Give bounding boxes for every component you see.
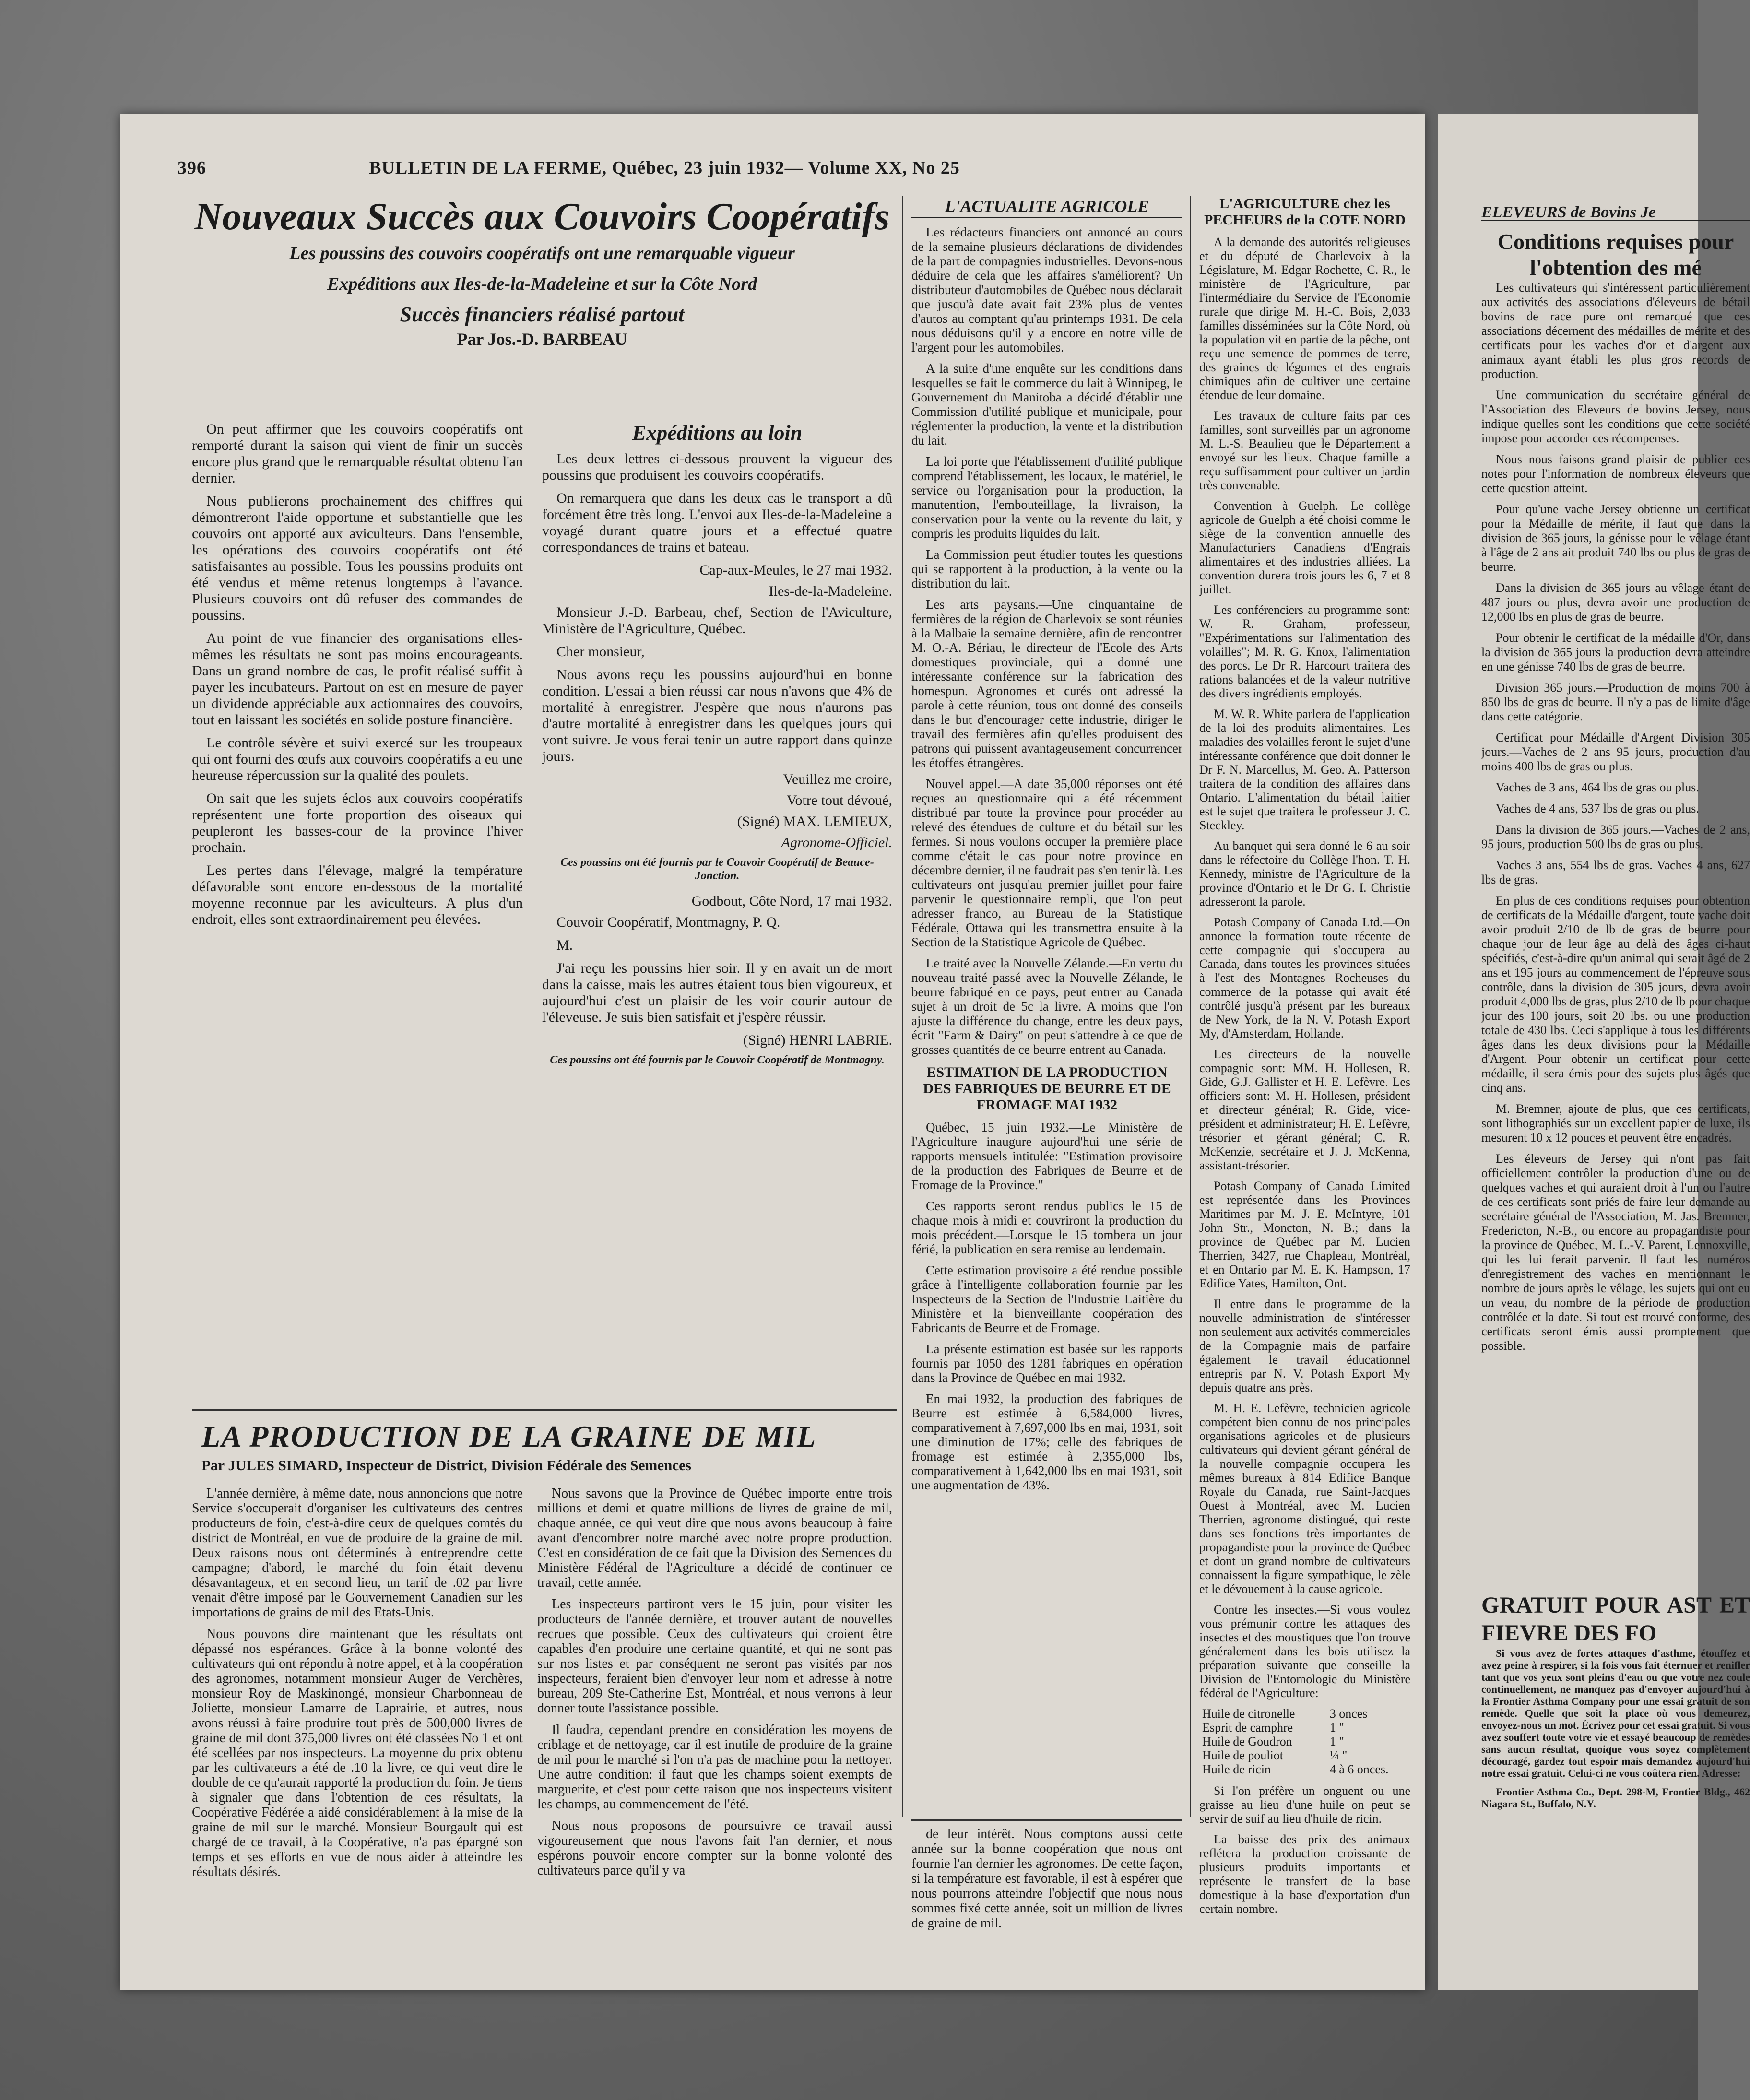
paragraph: Vaches de 3 ans, 464 lbs de gras ou plus. <box>1496 780 1699 794</box>
table-cell: Huile de pouliot <box>1202 1748 1283 1762</box>
letter-close: Veuillez me croire, <box>783 771 892 787</box>
letter-greeting: Cher monsieur, <box>556 644 645 660</box>
paragraph: Les éleveurs de Jersey qui n'ont pas fait officiellement contrôler la production d'une ou de quelques vaches et qui auraient droit à l'un ou l'autre de ces certificats sont priés de faire leur demande au secrétaire général de l'Association, M. Jas. Bremner, Fredericton, N.-B., ou encore au propagandiste pour la province de Québec, M. L.-V. Parent, Lennoxville, qui les lui ferait parvenir. Il faut les numéros d'enregistrement des vaches en mentionnant le nombre de jours après le vêlage, les sujets qui ont eu un veau, du nombre de la période de production contrôlée et la date. Si tout est trouvé conforme, des certificats seront émis aussi promptement que possible. <box>1481 1152 1750 1353</box>
ad-box <box>1481 1592 1750 1817</box>
article-title: Nouveaux Succès aux Couvoirs Coopératifs <box>194 196 890 238</box>
letter-note: Ces poussins ont été fournis par le Couvoir Coopératif de Montmagny. <box>550 1054 885 1066</box>
section-divider <box>911 1819 1182 1821</box>
table-cell: Huile de citronelle <box>1202 1707 1295 1721</box>
mil-col-1 <box>192 1486 523 1886</box>
paragraph: Nous pouvons dire maintenant que les résultats ont dépassé nos espérances. Grâce à la bonne volonté des cultivateurs qui ont répondu à notre appel, et à la coopération des agronomes, notamment monsieur Auger de Verchères, monsieur Roy de Maskinongé, monsieur Charbonneau de Joliette, monsieur Lamarre de Laprairie, et autres, nous avons réussi à faire produire tout près de 500,000 livres de graine de mil dont 375,000 livres ont été classées No 1 et ont été scellées par nos inspecteurs. La moyenne du prix obtenu par les cultivateurs a été de .10 la livre, ce qui veut dire le double de ce qu'aurait rapporté la production du foin. Je tiens à signaler que dans l'obtention de ces résultats, la Coopérative Fédérée a aidé considérablement à la mise de la graine de mil sur le marché. Monsieur Bourgault qui est chargé de ce travail, à la Coopérative, n'a pas épargné son temps et ses efforts en vue de nous aider à atteindre les résultats désirés. <box>192 1627 523 1879</box>
paragraph: L'année dernière, à même date, nous annoncions que notre Service s'occuperait d'organiser les cultivateurs des centres producteurs de foin, c'est-à-dire ceux de quelques comtés du district de Montréal, en vue de produire de la graine de mil. Deux raisons nous ont déterminés à entreprendre cette campagne; d'abord, le marché du foin était devenu désavantageux, et en second lieu, un tarif de .02 par livre venait d'être imposé par le Gouvernement Canadien sur les importations de grains de mil des Etats-Unis. <box>192 1486 523 1620</box>
paragraph: Nous nous proposons de poursuivre ce travail aussi vigoureusement que nous l'avons fait l'an dernier, et nous espérons pouvoir encore compter sur la bonne volonté des cultivateurs parce qu'il y va <box>537 1818 892 1878</box>
paragraph: Au point de vue financier des organisations elles-mêmes les résultats ne sont pas moins encourageants. Dans un grand nombre de cas, le profit réalisé suffit à payer les incubateurs. Partout on est en mesure de payer un dividende appréciable aux actionnaires des couvoirs, tout en laissant les sociétés en solide posture financière. <box>192 630 523 728</box>
paragraph: M. Bremner, ajoute de plus, que ces certificats, sont lithographiés sur un excellent papier de luxe, ils mesurent 10 x 12 pouces et peuvent être encadrés. <box>1481 1102 1750 1144</box>
table-row <box>1199 1707 1410 1721</box>
paragraph: Vaches 3 ans, 554 lbs de gras. Vaches 4 ans, 627 lbs de gras. <box>1481 858 1750 886</box>
letter-signature: (Signé) MAX. LEMIEUX, <box>737 814 892 829</box>
paragraph: Ces rapports seront rendus publics le 15 de chaque mois à midi et couvriront la production du mois précédent.—Lorsque le 15 tombera un jour férié, la publication en sera remise au lendemain. <box>911 1199 1182 1256</box>
paragraph: Les cultivateurs qui s'intéressent particulièrement aux activités des associations d'éleveurs de bétail bovins de race pure ont remarqué que ces associations décernent des médailles de mérite et des certificats pour les vaches d'or et d'argent aux animaux ayant établi les plus gros records de production. <box>1481 281 1750 381</box>
article-byline: Par JULES SIMARD, Inspecteur de District, Division Fédérale des Semences <box>201 1457 691 1474</box>
masthead: BULLETIN DE LA FERME, Québec, 23 juin 1932— Volume XX, No 25 <box>369 158 960 178</box>
column-divider <box>1190 196 1191 1817</box>
paragraph: Division 365 jours.—Production de moins 700 à 850 lbs de gras de beurre. Il n'y a pas de limite d'âge dans cette catégorie. <box>1481 681 1750 723</box>
actualite-column <box>911 196 1182 1499</box>
paragraph: Pour obtenir le certificat de la médaille d'Or, dans la division de 365 jours la production devra atteindre en une génisse 740 lbs de gras de beurre. <box>1481 631 1750 673</box>
paragraph: Pour qu'une vache Jersey obtienne un certificat pour la Médaille de mérite, il faut que dans la division de 365 jours, la génisse pour le vêlage étant à l'âge de 2 ans ait produit 740 lbs ou plus de gras de beurre. <box>1481 502 1750 574</box>
section-divider <box>192 1409 897 1411</box>
paragraph: Nous savons que la Province de Québec importe entre trois millions et demi et quatre millions de livres de graine de mil, chaque année, ce qui veut dire que nous avons beaucoup à faire avant d'encombrer notre marché avec notre propre production. C'est en considération de ce fait que la Division des Semences du Ministère Fédéral de l'Agriculture a décidé de continuer ce travail, cette année. <box>537 1486 892 1590</box>
section-heading: ELEVEURS de Bovins Je <box>1481 205 1750 221</box>
column-divider <box>902 196 903 1817</box>
paragraph: Les conférenciers au programme sont: W. R. Graham, professeur, "Expérimentations sur l'alimentation des volailles"; M. R. G. Knox, l'alimentation des porcs. Le Dr R. Harcourt traitera des rations balancées et de la valeur nutritive des divers ingrédients employés. <box>1199 603 1410 700</box>
eleveurs-column <box>1481 205 1750 1360</box>
paragraph: Certificat pour Médaille d'Argent Division 305 jours.—Vaches de 2 ans 95 jours, production d'au moins 400 lbs de gras ou plus. <box>1481 731 1750 773</box>
letter-role: Agronome-Officiel. <box>781 835 892 850</box>
paragraph: Il entre dans le programme de la nouvelle administration de s'intéresser non seulement aux activités commerciales de la Compagnie mais de parfaire également le travail éducationnel entrepris par N. V. Potash Export My depuis quatre ans près. <box>1199 1297 1410 1394</box>
paragraph: Potash Company of Canada Ltd.—On annonce la formation toute récente de cette compagnie qui s'occupera au Canada, dans toutes les provinces situées à l'est des Montagnes Rocheuses du commerce de la potasse qui avait été contrôlé jusqu'à présent par les bureaux de New York, de la N. V. Potash Export My, d'Amsterdam, Hollande. <box>1199 915 1410 1040</box>
letter-address: Monsieur J.-D. Barbeau, chef, Section de l'Aviculture, Ministère de l'Agriculture, Québec. <box>542 604 892 637</box>
paragraph: Les directeurs de la nouvelle compagnie sont: MM. H. Hollesen, R. Gide, G.J. Gallister et H. E. Lefèvre. Les officiers sont: M. H. Hollesen, président et directeur général; R. Gide, vice-président et administrateur; H. E. Lefèvre, trésorier et gérant général; C. R. McKenzie, secrétaire et J. J. McKenna, assistant-trésorier. <box>1199 1047 1410 1172</box>
paragraph: Il faudra, cependant prendre en considération les moyens de criblage et de nettoyage, car il est inutile de produire de la graine de mil pour le marché si l'on n'a pas de machine pour la nettoyer. Une autre condition: il faut que les champs soient exempts de marguerite, et c'est pour cette raison que nos inspecteurs visitent les champs, au commencement de l'été. <box>537 1722 892 1812</box>
newspaper-page <box>120 114 1425 1990</box>
paragraph: Nouvel appel.—A date 35,000 réponses ont été reçues au questionnaire qui a été récemment distribué par toute la province pour procéder au relevé des étendues de culture et du bétail sur les fermes. Si nous voulons occuper la première place comme c'était le cas pour notre province en décembre dernier, il ne faudrait pas s'en tenir là. Les cultivateurs ont jusqu'au premier juillet pour faire parvenir le questionnaire rempli, que l'on peut adresser franco, au Bureau de la Statistique Fédérale, Ottawa qui les transmettra ensuite à la Section de la Statistique Agricole de Québec. <box>911 777 1182 949</box>
table-cell: Huile de Goudron <box>1202 1734 1292 1748</box>
letter-place: Cap-aux-Meules, le 27 mai 1932. <box>699 562 892 578</box>
paragraph: A la suite d'une enquête sur les conditions dans lesquelles se fait le commerce du lait à Winnipeg, le Gouvernement du Manitoba a décidé d'établir une Commission d'utilité publique et municipale, pour réglementer la production, la vente et la distribution du lait. <box>911 361 1182 448</box>
paragraph: Contre les insectes.—Si vous voulez vous prémunir contre les attaques des insectes et des moustiques que l'on trouve généralement dans les bois utilisez la préparation suivante que conseille la Division de l'Entomologie du Ministère fédéral de l'Agriculture: <box>1199 1603 1410 1700</box>
table-cell: Huile de ricin <box>1202 1762 1271 1776</box>
paragraph: A la demande des autorités religieuses et du député de Charlevoix à la Législature, M. Edgar Rochette, C. R., le ministère de l'Agriculture, par l'intermédiaire du Service de l'Economie rurale que dirige M. H.-C. Bois, 2,033 familles disséminées sur la Côte Nord, où la population vit en partie de la pêche, ont reçu une semence de pommes de terre, des graines de légumes et des engrais chimiques afin de cultiver une certaine étendue de leur domaine. <box>1199 235 1410 402</box>
letter-close-2: Votre tout dévoué, <box>786 792 892 808</box>
paragraph: On peut affirmer que les couvoirs coopératifs ont remporté durant la saison qui vient de finir un succès encore plus grand que le remarquable résultat obtenu l'an dernier. <box>192 421 523 486</box>
ad-title: GRATUIT POUR AST ET FIEVRE DES FO <box>1481 1593 1750 1646</box>
ad-address: Frontier Asthma Co., Dept. 298-M, Frontier Bldg., 462 Niagara St., Buffalo, N.Y. <box>1481 1786 1750 1810</box>
table-cell: ¼ " <box>1329 1748 1348 1762</box>
paragraph: Nous nous faisons grand plaisir de publier ces notes pour l'information de nombreux éleveurs que cette question atteint. <box>1481 452 1750 495</box>
paragraph: Au banquet qui sera donné le 6 au soir dans le réfectoire du Collège l'hon. T. H. Kennedy, ministre de l'Agriculture de la province d'Ontario et le Dr G. I. Christie adresseront la parole. <box>1199 839 1410 908</box>
letter-place: Godbout, Côte Nord, 17 mai 1932. <box>691 893 892 909</box>
adjacent-page <box>1438 114 1750 1990</box>
paragraph: En plus de ces conditions requises pour obtention de certificats de la Médaille d'argent, toute vache doit avoir produit 2/10 de lb de gras de beurre pour chaque jour de leur âge au delà des âges ci-haut spécifiés, c'est-à-dire qu'un animal qui serait âgé de 2 ans et 195 jours au commencement de l'épreuve sous contrôle, dans la division de 305 jours, devra avoir produit 4,000 lbs de gras, plus 2/10 de lb pour chaque jour des 100 jours, soit 20 lbs. ou une production totale de 430 lbs. Ceci s'applique à tous les différents âges dans les deux divisions pour la Médaille d'Argent. Pour obtenir un certificat pour cette médaille, il sera émis pour des sujets plus âgés que cinq ans. <box>1481 894 1750 1095</box>
table-row <box>1199 1762 1410 1776</box>
paragraph: Le traité avec la Nouvelle Zélande.—En vertu du nouveau traité passé avec la Nouvelle Zélande, le beurre fabriqué en ce pays, peut entrer au Canada sujet à un droit de 5c la livre. A moins que l'on ajuste la différence du change, entre les deux pays, écrit "Farm & Dairy" on peut s'attendre à ce que de grosses quantités de ce beurre entrent au Canada. <box>911 956 1182 1057</box>
paragraph: La présente estimation est basée sur les rapports fournis par 1050 des 1281 fabriques en opération dans la Province de Québec en mai 1932. <box>911 1342 1182 1385</box>
table-cell: Esprit de camphre <box>1202 1721 1293 1734</box>
paragraph: Québec, 15 juin 1932.—Le Ministère de l'Agriculture inaugure aujourd'hui une série de rapports mensuels intitulée: "Estimation provisoire de la production des Fabriques de Beurre et de Fromage de la Province." <box>911 1120 1182 1192</box>
letter-address: Couvoir Coopératif, Montmagny, P. Q. <box>556 914 780 930</box>
paragraph: Dans la division de 365 jours au vêlage étant de 487 jours ou plus, devra avoir une production de 12,000 lbs en plus de gras de beurre. <box>1481 581 1750 624</box>
paragraph: Les rédacteurs financiers ont annoncé au cours de la semaine plusieurs déclarations de dividendes de la part de compagnies industrielles. Devons-nous déduire de cela que les affaires s'améliorent? Un distributeur d'automobiles de Québec nous déclarait que jusqu'à date avait fait 23% plus de ventes d'autos au comptant qu'au printemps 1931. De cela nous déduisons qu'il y a encore en notre ville de l'argent pour les automobiles. <box>911 225 1182 354</box>
paragraph: Potash Company of Canada Limited est représentée dans les Provinces Maritimes par M. J. E. McIntyre, 101 John Str., Moncton, N. B.; dans la province de Québec par M. Lucien Therrien, 3427, rue Chapleau, Montréal, et en Ontario par M. E. K. Hampson, 17 Edifice Yates, Hamilton, Ont. <box>1199 1179 1410 1290</box>
letter-body: Nous avons reçu les poussins aujourd'hui en bonne condition. L'essai a bien réussi car nous n'avons que 4% de mortalité à enregistrer. J'espère que nous n'aurons pas d'autre mortalité à enregistrer dans les quelques jours qui vont suivre. Je vous ferai tenir un autre rapport dans quinze jours. <box>542 667 892 764</box>
letter-signature: (Signé) HENRI LABRIE. <box>743 1032 892 1048</box>
table-row <box>1199 1721 1410 1734</box>
paragraph: Dans la division de 365 jours.—Vaches de 2 ans, 95 jours, production 500 lbs de gras ou plus. <box>1481 823 1750 851</box>
article-title: Conditions requises pour l'obtention des mé <box>1497 229 1734 280</box>
paragraph: Le contrôle sévère et suivi exercé sur les troupeaux qui ont fourni des œufs aux couvoirs coopératifs a eu une heureuse répercussion sur la qualité des poulets. <box>192 735 523 783</box>
table-cell: 3 onces <box>1329 1707 1368 1721</box>
table-cell: 1 " <box>1329 1721 1344 1734</box>
paragraph: La baisse des prix des animaux reflétera la production croissante de plusieurs produits importants et représente le transfert de la base domestique à la base d'exportation d'un certain nombre. <box>1199 1832 1410 1916</box>
table-row <box>1199 1748 1410 1762</box>
couvoirs-col-2 <box>542 421 892 1077</box>
couvoirs-col-1 <box>192 421 523 934</box>
article-title: LA PRODUCTION DE LA GRAINE DE MIL <box>201 1419 817 1453</box>
paragraph: On remarquera que dans les deux cas le transport a dû forcément être très long. L'envoi aux Iles-de-la-Madeleine a voyagé durant quatre jours et a effectué quatre correspondances de trains et bateau. <box>542 490 892 555</box>
paragraph: Cette estimation provisoire a été rendue possible grâce à l'intelligente collaboration fournie par les Inspecteurs de la Section de l'Industrie Laitière du Ministère et la bienveillante coopération des Fabricants de Beurre et de Fromage. <box>911 1263 1182 1335</box>
mil-col-2 <box>537 1486 892 1885</box>
paragraph: On sait que les sujets éclos aux couvoirs coopératifs représentent une forte proportion des oiseaux qui peupleront les basses-cour de la province l'hiver prochain. <box>192 790 523 855</box>
paragraph: Une communication du secrétaire général de l'Association des Eleveurs de bovins Jersey, nous indique quelles sont les conditions que cette société impose pour accorder ces récompenses. <box>1481 388 1750 445</box>
section-heading: Expéditions au loin <box>632 421 803 445</box>
paragraph: Les pertes dans l'élevage, malgré la température défavorable sont encore en-dessous de la mortalité moyenne reconnue par les aviculteurs. A plus d'un endroit, elles sont extraordinairement peu élevées. <box>192 862 523 927</box>
letter-greeting: M. <box>556 937 573 953</box>
ad-text: Si vous avez de fortes attaques d'asthme, étouffez et avez peine à respirer, si la fois vous fait éternuer et renifler tant que vos yeux sont pleins d'eau ou que votre nez coule continuellement, ne manquez pas d'envoyer aujourd'hui à la Frontier Asthma Company pour une essai gratuit de son remède. Quelle que soit la place où vous demeurez, envoyez-nous un mot. Écrivez pour cet essai gratuit. Si vous avez souffert toute votre vie et essayé beaucoup de remèdes sans aucun résultat, quoique vous soyez complètement découragé, gardez tout espoir mais demandez aujourd'hui notre essai gratuit. Celui-ci ne vous coûtera rien. Adresse: <box>1481 1647 1750 1779</box>
paragraph: La loi porte que l'établissement d'utilité publique comprend l'établissement, les locaux, le matériel, le service ou l'organisation pour la production, la manutention, l'embouteillage, la livraison, la conservation pour la vente ou la revente du lait, y compris les produits liquides du lait. <box>911 454 1182 541</box>
paragraph: La Commission peut étudier toutes les questions qui se rapportent à la production, à la vente ou la distribution du lait. <box>911 547 1182 590</box>
article-subtitle-2: Expéditions aux Iles-de-la-Madeleine et sur la Côte Nord <box>327 274 757 294</box>
letter-body: J'ai reçu les poussins hier soir. Il y en avait un de mort dans la caisse, mais les autres étaient tous bien vigoureux, et aujourd'hui c'est un plaisir de les voir courir autour de l'éleveuse. Je suis bien satisfait et j'espère réussir. <box>542 960 892 1025</box>
recipe-table <box>1199 1707 1410 1776</box>
table-cell: 1 " <box>1329 1734 1344 1748</box>
section-heading: L'ACTUALITE AGRICOLE <box>911 196 1182 218</box>
paragraph: Les deux lettres ci-dessous prouvent la vigueur des poussins que produisent les couvoirs coopératifs. <box>542 451 892 483</box>
paragraph: Nous publierons prochainement des chiffres qui démontreront l'aide opportune et substantielle que les couvoirs ont apporté aux aviculteurs. Dans l'ensemble, les opérations des couvoirs coopératifs ont été satisfaisantes au possible. Tous les poussins produits ont été vendus et même retenus longtemps à l'avance. Plusieurs couvoirs ont dû refuser des commandes de poussins. <box>192 493 523 623</box>
pecheurs-column <box>1199 196 1410 1923</box>
section-heading: ESTIMATION DE LA PRODUCTION DES FABRIQUES DE BEURRE ET DE FROMAGE MAI 1932 <box>923 1064 1171 1113</box>
article-subtitle-3: Succès financiers réalisé partout <box>400 303 685 326</box>
mil-col-3 <box>911 1827 1182 1937</box>
paragraph: M. H. E. Lefèvre, technicien agricole compétent bien connu de nos principales organisations agricoles et de plusieurs cultivateurs qui devient gérant général de la nouvelle compagnie occupera les mêmes bureaux à 814 Edifice Banque Royale du Canada, rue Saint-Jacques Ouest à Montréal, avec M. Lucien Therrien, agronome distingué, qui reste dans ses fonctions très importantes de propagandiste pour la province de Québec et dont un grand nombre de cultivateurs connaissent la figure sympathique, le zèle et le dévouement à la cause agricole. <box>1199 1401 1410 1596</box>
paragraph: Convention à Guelph.—Le collège agricole de Guelph a été choisi comme le siège de la convention annuelle des Manufacturiers Canadiens d'Engrais alimentaires et des industries alliées. La convention durera trois jours les 6, 7 et 8 juillet. <box>1199 499 1410 596</box>
letter-place-2: Iles-de-la-Madeleine. <box>769 583 892 599</box>
paragraph: Les inspecteurs partiront vers le 15 juin, pour visiter les producteurs de l'année dernière, et trouver autant de nouvelles recrues que possible. Ceux des cultivateurs qui croient être capables d'en produire une certaine quantité, et qui ne sont pas sur nos listes et par conséquent ne seront pas visités par nos inspecteurs, feraient bien d'envoyer leur nom et adresse à notre bureau, 209 Ste-Catherine Est, Montréal, et nous verrons à leur donner toute l'assistance possible. <box>537 1597 892 1716</box>
paragraph: de leur intérêt. Nous comptons aussi cette année sur la bonne coopération que nous ont fournie l'an dernier les agronomes. De cette façon, si la température est favorable, il est à espérer que nous pourrons atteindre l'objectif que nous nous sommes fixé cette année, soit un million de livres de graine de mil. <box>911 1827 1182 1931</box>
paragraph: En mai 1932, la production des fabriques de Beurre est estimée à 6,584,000 livres, comparativement à 7,697,000 lbs en mai, 1931, soit une diminution de 17%; celle des fabriques de fromage est estimée à 2,355,000 lbs, comparativement à 1,642,000 lbs en mai 1931, soit une augmentation de 43%. <box>911 1392 1182 1492</box>
paragraph: Si l'on préfère un onguent ou une graisse au lieu d'une huile on peut se servir de suif au lieu d'huile de ricin. <box>1199 1784 1410 1826</box>
section-heading: L'AGRICULTURE chez les PECHEURS de la COTE NORD <box>1204 196 1406 228</box>
paragraph: Les travaux de culture faits par ces familles, sont surveillés par un agronome M. L.-S. Beaulieu que le Département a envoyé sur les lieux. Chaque famille a reçu suffisamment pour cultiver un jardin très convenable. <box>1199 409 1410 492</box>
paragraph: Vaches de 4 ans, 537 lbs de gras ou plus. <box>1496 802 1699 815</box>
paragraph: M. W. R. White parlera de l'application de la loi des produits alimentaires. Les maladies des volailles feront le sujet d'une intéressante conférence que doit donner le Dr F. N. Marcellus, M. Geo. A. Patterson traitera de la condition des affaires dans Ontario. L'alimentation du bétail laitier est le sujet que traitera le professeur J. C. Steckley. <box>1199 707 1410 832</box>
table-row <box>1199 1734 1410 1748</box>
article-couvoirs <box>192 196 892 356</box>
article-byline: Par Jos.-D. BARBEAU <box>457 330 627 349</box>
page-number: 396 <box>177 158 206 178</box>
table-cell: 4 à 6 onces. <box>1329 1762 1389 1776</box>
paragraph: Les arts paysans.—Une cinquantaine de fermières de la région de Charlevoix se sont réunies à la Malbaie la semaine dernière, afin de rencontrer M. O.-A. Bériau, le directeur de l'Ecole des Arts domestiques provinciale, qui a donné une intéressante conférence sur la fabrication des homespun. Agronomes et curés ont adressé la parole à cette réunion, tous ont donné des conseils dans le but d'encourager cette industrie, diriger le travail des fermières afin qu'elles produisent des patrons qui puissent avantageusement concurrencer les étoffes étrangères. <box>911 597 1182 770</box>
article-subtitle: Les poussins des couvoirs coopératifs ont une remarquable vigueur <box>289 243 795 263</box>
letter-note: Ces poussins ont été fournis par le Couvoir Coopératif de Beauce-Jonction. <box>560 856 874 882</box>
